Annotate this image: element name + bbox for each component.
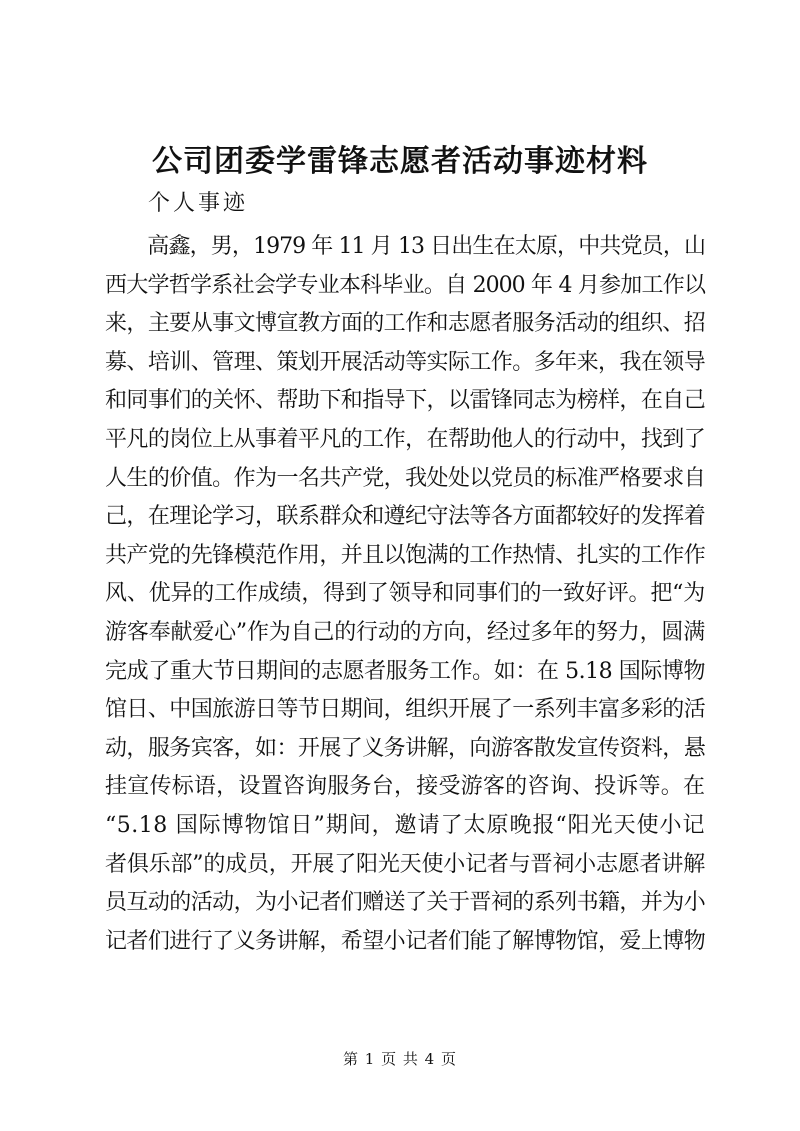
- body-line: 高鑫，男，1979 年 11 月 13 日出生在太原，中共党员，山: [105, 234, 705, 259]
- body-line: 来，主要从事文博宣教方面的工作和志愿者服务活动的组织、招: [105, 311, 705, 337]
- body-line: 员互动的活动，为小记者们赠送了关于晋祠的系列书籍，并为小: [105, 890, 705, 916]
- body-line: 募、培训、管理、策划开展活动等实际工作。多年来，我在领导: [105, 349, 705, 375]
- body-line: 记者们进行了义务讲解，希望小记者们能了解博物馆，爱上博物: [105, 928, 705, 954]
- body-line: 平凡的岗位上从事着平凡的工作，在帮助他人的行动中，找到了: [105, 426, 705, 452]
- body-line: 动，服务宾客，如：开展了义务讲解，向游客散发宣传资料，悬: [105, 735, 705, 761]
- body-line: 己，在理论学习，联系群众和遵纪守法等各方面都较好的发挥着: [105, 504, 705, 530]
- body-paragraph: [105, 228, 705, 961]
- body-line: “5.18 国际博物馆日”期间，邀请了太原晚报“阳光天使小记: [105, 812, 705, 838]
- body-line: 和同事们的关怀、帮助下和指导下，以雷锋同志为榜样，在自己: [105, 388, 705, 414]
- body-line: 挂宣传标语，设置咨询服务台，接受游客的咨询、投诉等。在: [105, 774, 705, 800]
- section-label: 个人事迹: [148, 191, 249, 216]
- body-line: 完成了重大节日期间的志愿者服务工作。如：在 5.18 国际博物: [105, 658, 705, 684]
- body-line: 西大学哲学系社会学专业本科毕业。自 2000 年 4 月参加工作以: [105, 272, 705, 298]
- body-line: 馆日、中国旅游日等节日期间，组织开展了一系列丰富多彩的活: [105, 697, 705, 723]
- body-line: 者俱乐部”的成员，开展了阳光天使小记者与晋祠小志愿者讲解: [105, 851, 705, 877]
- body-line: 风、优异的工作成绩，得到了领导和同事们的一致好评。把“为: [105, 581, 705, 607]
- page-footer: 第 1 页 共 4 页: [343, 1050, 457, 1068]
- document-title: 公司团委学雷锋志愿者活动事迹材料: [152, 144, 648, 179]
- body-line: 共产党的先锋模范作用，并且以饱满的工作热情、扎实的工作作: [105, 542, 705, 568]
- body-line: 人生的价值。作为一名共产党，我处处以党员的标准严格要求自: [105, 465, 705, 491]
- body-line: 游客奉献爱心”作为自己的行动的方向，经过多年的努力，圆满: [105, 619, 705, 645]
